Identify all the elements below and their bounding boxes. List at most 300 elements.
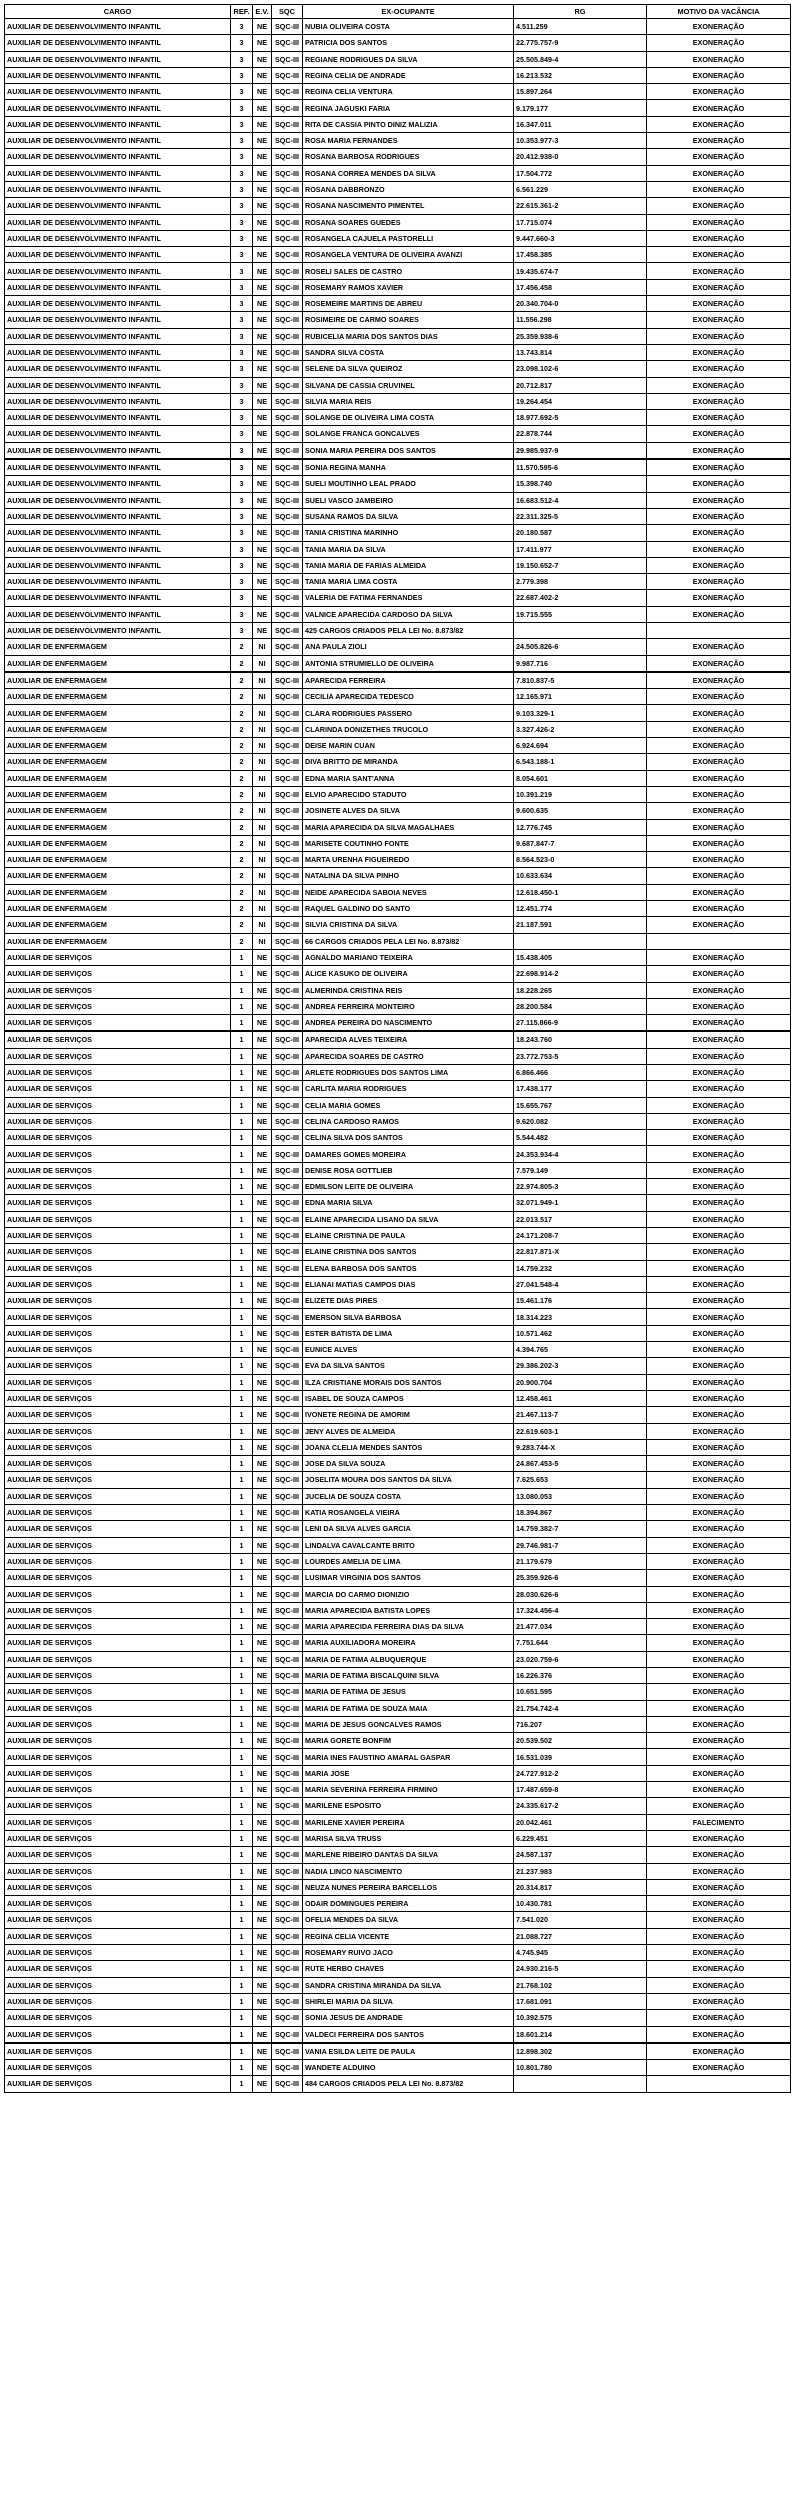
table-row	[5, 2010, 791, 2026]
cell-ev: NE	[253, 557, 272, 573]
table-row	[5, 606, 791, 622]
cell-ex-ocupante: ANA PAULA ZIOLI	[303, 639, 514, 655]
cell-rg: 17.458.385	[514, 247, 647, 263]
cell-rg: 18.314.223	[514, 1309, 647, 1325]
cell-sqc: SQC-III	[272, 754, 303, 770]
cell-ev: NE	[253, 1065, 272, 1081]
table-row	[5, 426, 791, 442]
cell-ex-ocupante: ELIZETE DIAS PIRES	[303, 1293, 514, 1309]
cell-motivo: EXONERAÇÃO	[647, 901, 791, 917]
cell-rg: 23.098.102-6	[514, 361, 647, 377]
cell-cargo: AUXILIAR DE DESENVOLVIMENTO INFANTIL	[5, 100, 231, 116]
cell-rg: 9.283.744-X	[514, 1439, 647, 1455]
cell-rg: 716.207	[514, 1716, 647, 1732]
cell-ex-ocupante: ROSANA SOARES GUEDES	[303, 214, 514, 230]
cell-rg: 22.619.603-1	[514, 1423, 647, 1439]
cell-ev: NI	[253, 901, 272, 917]
cell-ref: 1	[231, 2026, 253, 2043]
cell-rg: 6.866.466	[514, 1065, 647, 1081]
cell-motivo: EXONERAÇÃO	[647, 492, 791, 508]
cell-sqc: SQC-III	[272, 84, 303, 100]
cell-cargo: AUXILIAR DE DESENVOLVIMENTO INFANTIL	[5, 476, 231, 492]
cell-sqc: SQC-III	[272, 344, 303, 360]
cell-cargo: AUXILIAR DE ENFERMAGEM	[5, 672, 231, 689]
cell-cargo: AUXILIAR DE SERVIÇOS	[5, 1961, 231, 1977]
cell-rg: 16.683.512-4	[514, 492, 647, 508]
cell-motivo: EXONERAÇÃO	[647, 1749, 791, 1765]
cell-ref: 3	[231, 149, 253, 165]
cell-ex-ocupante: 66 CARGOS CRIADOS PELA LEI No. 8.873/82	[303, 933, 514, 949]
cell-ref: 1	[231, 1586, 253, 1602]
vacancy-table	[4, 4, 791, 2093]
cell-rg: 5.544.482	[514, 1130, 647, 1146]
cell-rg: 25.359.926-6	[514, 1570, 647, 1586]
table-row	[5, 1651, 791, 1667]
cell-sqc: SQC-III	[272, 1195, 303, 1211]
cell-rg: 3.327.426-2	[514, 721, 647, 737]
cell-rg: 9.447.660-3	[514, 230, 647, 246]
cell-motivo: EXONERAÇÃO	[647, 574, 791, 590]
cell-ex-ocupante: ROSA MARIA FERNANDES	[303, 133, 514, 149]
table-row	[5, 1456, 791, 1472]
cell-cargo: AUXILIAR DE DESENVOLVIMENTO INFANTIL	[5, 622, 231, 638]
cell-ref: 1	[231, 1374, 253, 1390]
cell-ev: NE	[253, 982, 272, 998]
cell-ev: NE	[253, 1162, 272, 1178]
cell-ex-ocupante: ODAIR DOMINGUES PEREIRA	[303, 1896, 514, 1912]
cell-rg: 16.531.039	[514, 1749, 647, 1765]
cell-ex-ocupante: JENY ALVES DE ALMEIDA	[303, 1423, 514, 1439]
cell-ex-ocupante: CELIA MARIA GOMES	[303, 1097, 514, 1113]
table-row	[5, 51, 791, 67]
cell-sqc: SQC-III	[272, 67, 303, 83]
cell-cargo: AUXILIAR DE DESENVOLVIMENTO INFANTIL	[5, 230, 231, 246]
cell-motivo: EXONERAÇÃO	[647, 786, 791, 802]
cell-cargo: AUXILIAR DE ENFERMAGEM	[5, 721, 231, 737]
cell-ex-ocupante: MARIA INES FAUSTINO AMARAL GASPAR	[303, 1749, 514, 1765]
cell-ref: 1	[231, 1472, 253, 1488]
cell-sqc: SQC-III	[272, 1798, 303, 1814]
cell-rg: 10.353.977-3	[514, 133, 647, 149]
cell-motivo: EXONERAÇÃO	[647, 852, 791, 868]
cell-ev: NE	[253, 165, 272, 181]
cell-sqc: SQC-III	[272, 541, 303, 557]
cell-cargo: AUXILIAR DE SERVIÇOS	[5, 1423, 231, 1439]
cell-ref: 1	[231, 966, 253, 982]
cell-motivo	[647, 933, 791, 949]
cell-ref: 1	[231, 1570, 253, 1586]
table-row	[5, 901, 791, 917]
cell-rg: 18.228.265	[514, 982, 647, 998]
cell-motivo: EXONERAÇÃO	[647, 296, 791, 312]
cell-motivo: EXONERAÇÃO	[647, 1472, 791, 1488]
cell-sqc: SQC-III	[272, 1130, 303, 1146]
cell-ref: 1	[231, 1423, 253, 1439]
cell-motivo: EXONERAÇÃO	[647, 738, 791, 754]
cell-ref: 1	[231, 1896, 253, 1912]
table-row	[5, 393, 791, 409]
cell-ex-ocupante: SONIA MARIA PEREIRA DOS SANTOS	[303, 442, 514, 459]
cell-ref: 1	[231, 1456, 253, 1472]
cell-ex-ocupante: SELENE DA SILVA QUEIROZ	[303, 361, 514, 377]
cell-ref: 1	[231, 1863, 253, 1879]
cell-ref: 3	[231, 230, 253, 246]
cell-ev: NE	[253, 51, 272, 67]
cell-motivo: EXONERAÇÃO	[647, 1015, 791, 1032]
cell-cargo: AUXILIAR DE DESENVOLVIMENTO INFANTIL	[5, 557, 231, 573]
cell-sqc: SQC-III	[272, 426, 303, 442]
cell-ev: NE	[253, 1716, 272, 1732]
cell-ex-ocupante: ELVIO APARECIDO STADUTO	[303, 786, 514, 802]
table-row	[5, 1015, 791, 1032]
table-row	[5, 754, 791, 770]
cell-ex-ocupante: CELINA CARDOSO RAMOS	[303, 1113, 514, 1129]
cell-ref: 1	[231, 2043, 253, 2060]
cell-ref: 1	[231, 1015, 253, 1032]
cell-ref: 3	[231, 361, 253, 377]
cell-motivo: FALECIMENTO	[647, 1814, 791, 1830]
cell-ex-ocupante: SUELI VASCO JAMBEIRO	[303, 492, 514, 508]
cell-ev: NI	[253, 884, 272, 900]
cell-ev: NE	[253, 1260, 272, 1276]
cell-ex-ocupante: SANDRA CRISTINA MIRANDA DA SILVA	[303, 1977, 514, 1993]
cell-ev: NE	[253, 328, 272, 344]
table-row	[5, 1260, 791, 1276]
cell-ev: NE	[253, 476, 272, 492]
cell-ex-ocupante: ROSANA CORREA MENDES DA SILVA	[303, 165, 514, 181]
table-row	[5, 835, 791, 851]
table-row	[5, 35, 791, 51]
table-row	[5, 2043, 791, 2060]
cell-cargo: AUXILIAR DE SERVIÇOS	[5, 1130, 231, 1146]
cell-ref: 1	[231, 1684, 253, 1700]
cell-sqc: SQC-III	[272, 1912, 303, 1928]
cell-sqc: SQC-III	[272, 1260, 303, 1276]
cell-ex-ocupante: ROSEMARY RAMOS XAVIER	[303, 279, 514, 295]
cell-sqc: SQC-III	[272, 181, 303, 197]
cell-sqc: SQC-III	[272, 1537, 303, 1553]
cell-ref: 2	[231, 819, 253, 835]
cell-motivo: EXONERAÇÃO	[647, 312, 791, 328]
cell-sqc: SQC-III	[272, 1945, 303, 1961]
cell-ev: NE	[253, 966, 272, 982]
cell-ex-ocupante: MARIA GORETE BONFIM	[303, 1733, 514, 1749]
cell-ev: NE	[253, 247, 272, 263]
table-row	[5, 100, 791, 116]
cell-cargo: AUXILIAR DE ENFERMAGEM	[5, 835, 231, 851]
cell-cargo: AUXILIAR DE DESENVOLVIMENTO INFANTIL	[5, 508, 231, 524]
cell-rg: 19.715.555	[514, 606, 647, 622]
table-row	[5, 361, 791, 377]
table-row	[5, 279, 791, 295]
header-sqc: SQC	[272, 5, 303, 19]
cell-rg: 23.020.759-6	[514, 1651, 647, 1667]
cell-sqc: SQC-III	[272, 868, 303, 884]
cell-motivo: EXONERAÇÃO	[647, 1619, 791, 1635]
cell-ev: NI	[253, 770, 272, 786]
cell-sqc: SQC-III	[272, 1570, 303, 1586]
cell-sqc: SQC-III	[272, 149, 303, 165]
cell-motivo: EXONERAÇÃO	[647, 770, 791, 786]
cell-ex-ocupante: JOSINETE ALVES DA SILVA	[303, 803, 514, 819]
cell-ref: 3	[231, 84, 253, 100]
cell-ref: 1	[231, 1977, 253, 1993]
cell-ev: NE	[253, 1586, 272, 1602]
cell-rg: 21.187.591	[514, 917, 647, 933]
cell-ref: 1	[231, 1667, 253, 1683]
cell-ex-ocupante: CECILIA APARECIDA TEDESCO	[303, 689, 514, 705]
cell-ev: NE	[253, 525, 272, 541]
cell-rg: 21.088.727	[514, 1928, 647, 1944]
cell-cargo: AUXILIAR DE SERVIÇOS	[5, 1667, 231, 1683]
cell-ev: NE	[253, 1407, 272, 1423]
cell-motivo: EXONERAÇÃO	[647, 1260, 791, 1276]
cell-cargo: AUXILIAR DE ENFERMAGEM	[5, 786, 231, 802]
cell-ex-ocupante: TANIA MARIA DE FARIAS ALMEIDA	[303, 557, 514, 573]
cell-cargo: AUXILIAR DE SERVIÇOS	[5, 1945, 231, 1961]
cell-cargo: AUXILIAR DE DESENVOLVIMENTO INFANTIL	[5, 198, 231, 214]
cell-cargo: AUXILIAR DE SERVIÇOS	[5, 1847, 231, 1863]
cell-cargo: AUXILIAR DE SERVIÇOS	[5, 1260, 231, 1276]
cell-ref: 1	[231, 998, 253, 1014]
cell-sqc: SQC-III	[272, 1488, 303, 1504]
cell-cargo: AUXILIAR DE SERVIÇOS	[5, 1619, 231, 1635]
cell-rg: 4.745.945	[514, 1945, 647, 1961]
cell-rg: 4.394.765	[514, 1342, 647, 1358]
cell-sqc: SQC-III	[272, 786, 303, 802]
cell-motivo: EXONERAÇÃO	[647, 165, 791, 181]
cell-cargo: AUXILIAR DE SERVIÇOS	[5, 1081, 231, 1097]
cell-motivo: EXONERAÇÃO	[647, 230, 791, 246]
cell-ref: 3	[231, 344, 253, 360]
table-row	[5, 966, 791, 982]
cell-cargo: AUXILIAR DE DESENVOLVIMENTO INFANTIL	[5, 149, 231, 165]
table-row	[5, 1716, 791, 1732]
table-row	[5, 1896, 791, 1912]
cell-ex-ocupante: SUELI MOUTINHO LEAL PRADO	[303, 476, 514, 492]
cell-cargo: AUXILIAR DE SERVIÇOS	[5, 1293, 231, 1309]
table-row	[5, 525, 791, 541]
table-row	[5, 1993, 791, 2009]
cell-motivo: EXONERAÇÃO	[647, 606, 791, 622]
cell-sqc: SQC-III	[272, 1015, 303, 1032]
cell-rg: 17.438.177	[514, 1081, 647, 1097]
cell-ref: 3	[231, 476, 253, 492]
cell-motivo: EXONERAÇÃO	[647, 721, 791, 737]
cell-cargo: AUXILIAR DE ENFERMAGEM	[5, 705, 231, 721]
cell-motivo: EXONERAÇÃO	[647, 1081, 791, 1097]
cell-motivo: EXONERAÇÃO	[647, 1586, 791, 1602]
table-row	[5, 884, 791, 900]
cell-rg: 16.347.011	[514, 116, 647, 132]
cell-ex-ocupante: MARIA JOSE	[303, 1765, 514, 1781]
cell-cargo: AUXILIAR DE ENFERMAGEM	[5, 689, 231, 705]
cell-motivo: EXONERAÇÃO	[647, 1684, 791, 1700]
cell-ref: 1	[231, 1146, 253, 1162]
cell-ex-ocupante: DEISE MARIN CUAN	[303, 738, 514, 754]
table-row	[5, 868, 791, 884]
cell-ex-ocupante: TANIA MARIA LIMA COSTA	[303, 574, 514, 590]
cell-ex-ocupante: IVONETE REGINA DE AMORIM	[303, 1407, 514, 1423]
cell-motivo: EXONERAÇÃO	[647, 655, 791, 672]
cell-ev: NI	[253, 819, 272, 835]
cell-rg: 21.179.679	[514, 1553, 647, 1569]
cell-ref: 3	[231, 377, 253, 393]
cell-ex-ocupante: RUBICELIA MARIA DOS SANTOS DIAS	[303, 328, 514, 344]
cell-ref: 2	[231, 852, 253, 868]
cell-rg: 10.651.595	[514, 1684, 647, 1700]
table-row	[5, 410, 791, 426]
cell-rg: 17.324.456-4	[514, 1602, 647, 1618]
table-row	[5, 770, 791, 786]
cell-ref: 1	[231, 1439, 253, 1455]
cell-ref: 1	[231, 1342, 253, 1358]
table-row	[5, 982, 791, 998]
cell-rg: 10.571.462	[514, 1325, 647, 1341]
table-row	[5, 1179, 791, 1195]
cell-motivo: EXONERAÇÃO	[647, 1276, 791, 1292]
cell-ref: 1	[231, 1390, 253, 1406]
cell-ex-ocupante: KATIA ROSANGELA VIEIRA	[303, 1505, 514, 1521]
cell-ev: NE	[253, 1879, 272, 1895]
cell-ref: 2	[231, 835, 253, 851]
cell-ref: 1	[231, 1488, 253, 1504]
cell-rg: 17.504.772	[514, 165, 647, 181]
cell-ref: 2	[231, 705, 253, 721]
cell-rg: 7.810.837-5	[514, 672, 647, 689]
cell-ev: NE	[253, 181, 272, 197]
cell-ref: 3	[231, 606, 253, 622]
cell-cargo: AUXILIAR DE DESENVOLVIMENTO INFANTIL	[5, 19, 231, 35]
cell-rg: 12.451.774	[514, 901, 647, 917]
cell-motivo: EXONERAÇÃO	[647, 1782, 791, 1798]
cell-ex-ocupante: ANTONIA STRUMIELLO DE OLIVEIRA	[303, 655, 514, 672]
cell-sqc: SQC-III	[272, 1472, 303, 1488]
cell-ref: 1	[231, 1749, 253, 1765]
table-row	[5, 1113, 791, 1129]
cell-ref: 1	[231, 1651, 253, 1667]
cell-rg: 9.620.082	[514, 1113, 647, 1129]
cell-ref: 1	[231, 1179, 253, 1195]
cell-rg: 29.746.981-7	[514, 1537, 647, 1553]
table-row	[5, 344, 791, 360]
cell-ev: NE	[253, 1488, 272, 1504]
cell-motivo: EXONERAÇÃO	[647, 949, 791, 965]
cell-rg: 15.897.264	[514, 84, 647, 100]
cell-motivo: EXONERAÇÃO	[647, 133, 791, 149]
cell-cargo: AUXILIAR DE SERVIÇOS	[5, 1782, 231, 1798]
cell-ref: 1	[231, 1227, 253, 1243]
cell-ex-ocupante: PATRICIA DOS SANTOS	[303, 35, 514, 51]
cell-cargo: AUXILIAR DE DESENVOLVIMENTO INFANTIL	[5, 51, 231, 67]
cell-sqc: SQC-III	[272, 1635, 303, 1651]
cell-ev: NE	[253, 1537, 272, 1553]
cell-ex-ocupante: SILVIA CRISTINA DA SILVA	[303, 917, 514, 933]
cell-ex-ocupante: SOLANGE DE OLIVEIRA LIMA COSTA	[303, 410, 514, 426]
cell-sqc: SQC-III	[272, 198, 303, 214]
cell-sqc: SQC-III	[272, 1782, 303, 1798]
cell-motivo: EXONERAÇÃO	[647, 1602, 791, 1618]
cell-cargo: AUXILIAR DE SERVIÇOS	[5, 1586, 231, 1602]
cell-ev: NI	[253, 868, 272, 884]
cell-ev: NE	[253, 1195, 272, 1211]
cell-sqc: SQC-III	[272, 1733, 303, 1749]
table-row	[5, 198, 791, 214]
cell-ex-ocupante: ESTER BATISTA DE LIMA	[303, 1325, 514, 1341]
cell-sqc: SQC-III	[272, 1765, 303, 1781]
cell-cargo: AUXILIAR DE DESENVOLVIMENTO INFANTIL	[5, 263, 231, 279]
cell-ev: NE	[253, 116, 272, 132]
cell-rg: 18.977.692-5	[514, 410, 647, 426]
table-row	[5, 296, 791, 312]
table-row	[5, 1195, 791, 1211]
table-row	[5, 67, 791, 83]
cell-cargo: AUXILIAR DE ENFERMAGEM	[5, 901, 231, 917]
cell-sqc: SQC-III	[272, 247, 303, 263]
cell-ex-ocupante: EUNICE ALVES	[303, 1342, 514, 1358]
cell-sqc: SQC-III	[272, 803, 303, 819]
cell-sqc: SQC-III	[272, 1684, 303, 1700]
cell-ref: 2	[231, 786, 253, 802]
cell-sqc: SQC-III	[272, 296, 303, 312]
cell-sqc: SQC-III	[272, 1031, 303, 1048]
cell-motivo: EXONERAÇÃO	[647, 214, 791, 230]
cell-ref: 3	[231, 181, 253, 197]
cell-motivo: EXONERAÇÃO	[647, 1342, 791, 1358]
cell-sqc: SQC-III	[272, 1097, 303, 1113]
cell-motivo: EXONERAÇÃO	[647, 1928, 791, 1944]
cell-rg: 21.237.983	[514, 1863, 647, 1879]
cell-ref: 2	[231, 868, 253, 884]
cell-rg: 10.392.575	[514, 2010, 647, 2026]
cell-sqc: SQC-III	[272, 328, 303, 344]
cell-ex-ocupante: MARIA DE FATIMA BISCALQUINI SILVA	[303, 1667, 514, 1683]
cell-ref: 1	[231, 1847, 253, 1863]
cell-ex-ocupante: DIVA BRITTO DE MIRANDA	[303, 754, 514, 770]
cell-ref: 2	[231, 917, 253, 933]
cell-sqc: SQC-III	[272, 1309, 303, 1325]
cell-cargo: AUXILIAR DE DESENVOLVIMENTO INFANTIL	[5, 296, 231, 312]
cell-cargo: AUXILIAR DE SERVIÇOS	[5, 2043, 231, 2060]
cell-cargo: AUXILIAR DE ENFERMAGEM	[5, 803, 231, 819]
cell-ex-ocupante: ELAINE APARECIDA LISANO DA SILVA	[303, 1211, 514, 1227]
cell-rg: 29.985.937-9	[514, 442, 647, 459]
cell-motivo: EXONERAÇÃO	[647, 1863, 791, 1879]
cell-ev: NE	[253, 1733, 272, 1749]
cell-sqc: SQC-III	[272, 1179, 303, 1195]
cell-sqc: SQC-III	[272, 606, 303, 622]
cell-cargo: AUXILIAR DE SERVIÇOS	[5, 1065, 231, 1081]
cell-ref: 1	[231, 1700, 253, 1716]
cell-ev: NE	[253, 1146, 272, 1162]
cell-motivo: EXONERAÇÃO	[647, 1521, 791, 1537]
cell-sqc: SQC-III	[272, 982, 303, 998]
cell-rg: 20.314.817	[514, 1879, 647, 1895]
cell-ev: NE	[253, 1977, 272, 1993]
table-header-row	[5, 5, 791, 19]
cell-ev: NE	[253, 1113, 272, 1129]
cell-sqc: SQC-III	[272, 1586, 303, 1602]
cell-ev: NE	[253, 1700, 272, 1716]
cell-sqc: SQC-III	[272, 116, 303, 132]
cell-sqc: SQC-III	[272, 998, 303, 1014]
cell-rg: 18.394.867	[514, 1505, 647, 1521]
cell-ref: 1	[231, 1325, 253, 1341]
cell-ref: 3	[231, 214, 253, 230]
cell-ref: 1	[231, 2060, 253, 2076]
cell-cargo: AUXILIAR DE SERVIÇOS	[5, 1505, 231, 1521]
cell-cargo: AUXILIAR DE SERVIÇOS	[5, 998, 231, 1014]
